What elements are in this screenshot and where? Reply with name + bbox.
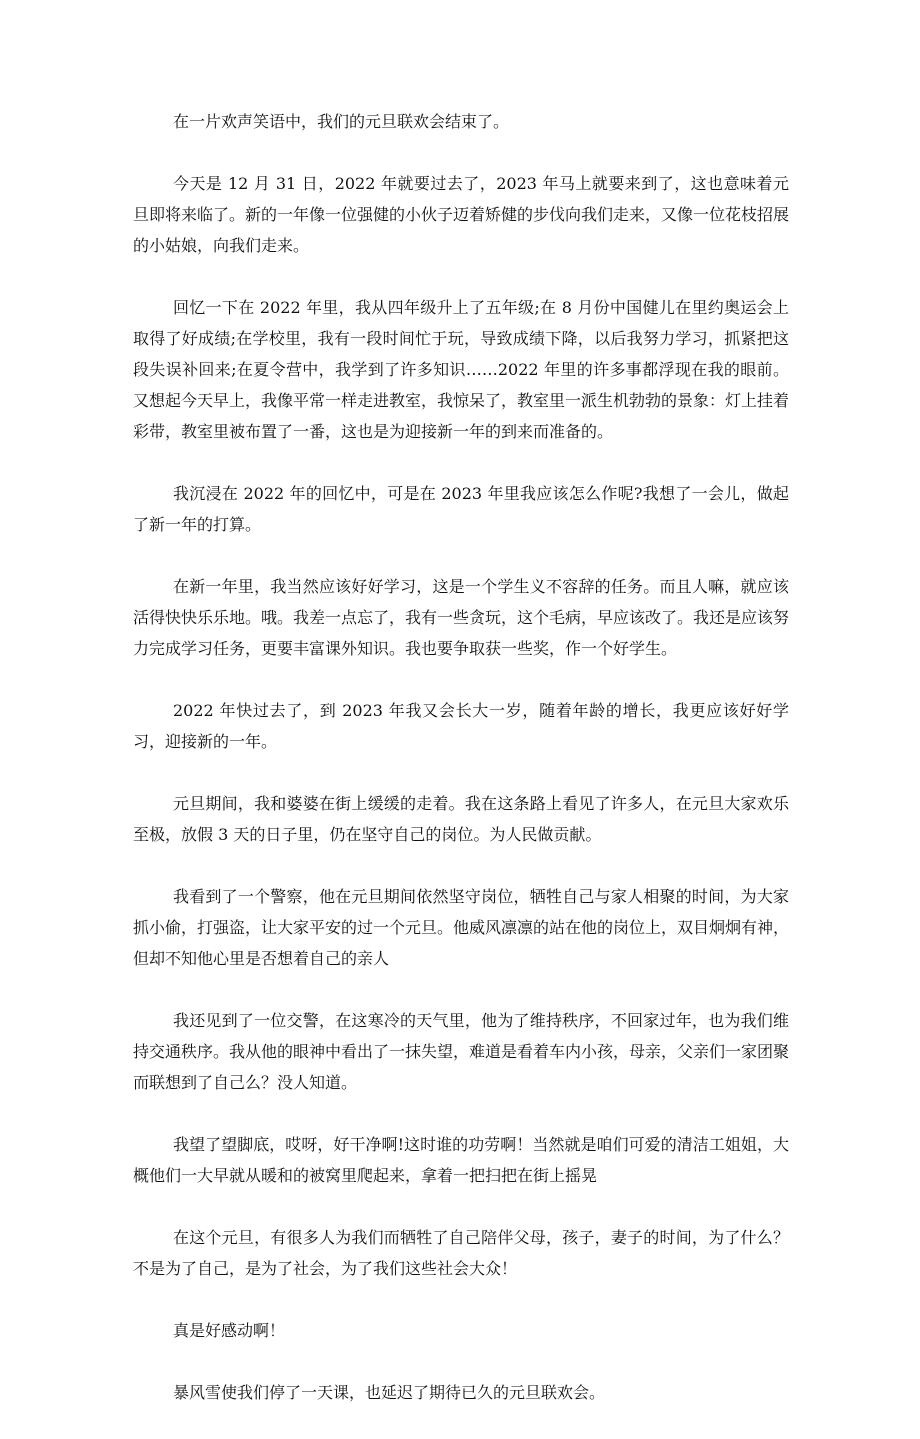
paragraph-9: 我还见到了一位交警，在这寒冷的天气里，他为了维持秩序，不回家过年，也为我们维持交通秩序。我从他的眼神中看出了一抹失望，难道是看着车内小孩，母亲，父亲们一家团聚而联想到了自己么？没人知道。: [133, 1011, 790, 1092]
paragraph-7: 元旦期间，我和婆婆在街上缓缓的走着。我在这条路上看见了许多人，在元旦大家欢乐至极，放假 3 天的日子里，仍在坚守自己的岗位。为人民做贡献。: [133, 794, 789, 844]
paragraph-4: 我沉浸在 2022 年的回忆中，可是在 2023 年里我应该怎么作呢?我想了一会儿，做起了新一年的打算。: [133, 484, 789, 534]
paragraph-2: 今天是 12 月 31 日，2022 年就要过去了，2023 年马上就要来到了，这也意味着元旦即将来临了。新的一年像一位强健的小伙子迈着矫健的步伐向我们走来，又像一位花枝招展的小姑娘，向我们走来。: [133, 174, 790, 255]
paragraph-5: 在新一年里，我当然应该好好学习，这是一个学生义不容辞的任务。而且人嘛，就应该活得快快乐乐地。哦。我差一点忘了，我有一些贪玩，这个毛病，早应该改了。我还是应该努力完成学习任务，更要丰富课外知识。我也要争取获一些奖，作一个好学生。: [133, 577, 790, 658]
paragraph-6: 2022 年快过去了，到 2023 年我又会长大一岁，随着年龄的增长，我更应该好好学习，迎接新的一年。: [133, 701, 789, 751]
paragraph-11: 在这个元旦，有很多人为我们而牺牲了自己陪伴父母，孩子，妻子的时间，为了什么？不是为了自己，是为了社会，为了我们这些社会大众！: [133, 1228, 789, 1278]
document-body: [133, 106, 789, 1439]
paragraph-10: 我望了望脚底，哎呀，好干净啊!这时谁的功劳啊！当然就是咱们可爱的清洁工姐姐，大概他们一大早就从暖和的被窝里爬起来，拿着一把扫把在街上摇晃: [133, 1135, 789, 1185]
paragraph-13: 暴风雪使我们停了一天课，也延迟了期待已久的元旦联欢会。: [173, 1383, 606, 1402]
paragraph-3: 回忆一下在 2022 年里，我从四年级升上了五年级;在 8 月份中国健儿在里约奥运会上取得了好成绩;在学校里，我有一段时间忙于玩，导致成绩下降，以后我努力学习，抓紧把这段失误补回来;在夏令营中，我学到了许多知识……2022 年里的许多事都浮现在我的眼前。又想起今天早上，我像平常一样走进教室，我惊呆了，教室里一派生机勃勃的景象：灯上挂着彩带，教室里被布置了一番，这也是为迎接新一年的到来而准备的。: [133, 298, 790, 441]
paragraph-12: 真是好感动啊！: [173, 1321, 286, 1340]
paragraph-1: 在一片欢声笑语中，我们的元旦联欢会结束了。: [173, 112, 510, 131]
paragraph-8: 我看到了一个警察，他在元旦期间依然坚守岗位，牺牲自己与家人相聚的时间，为大家抓小偷，打强盗，让大家平安的过一个元旦。他威风凛凛的站在他的岗位上，双目炯炯有神，但却不知他心里是否想着自己的亲人: [133, 887, 790, 968]
